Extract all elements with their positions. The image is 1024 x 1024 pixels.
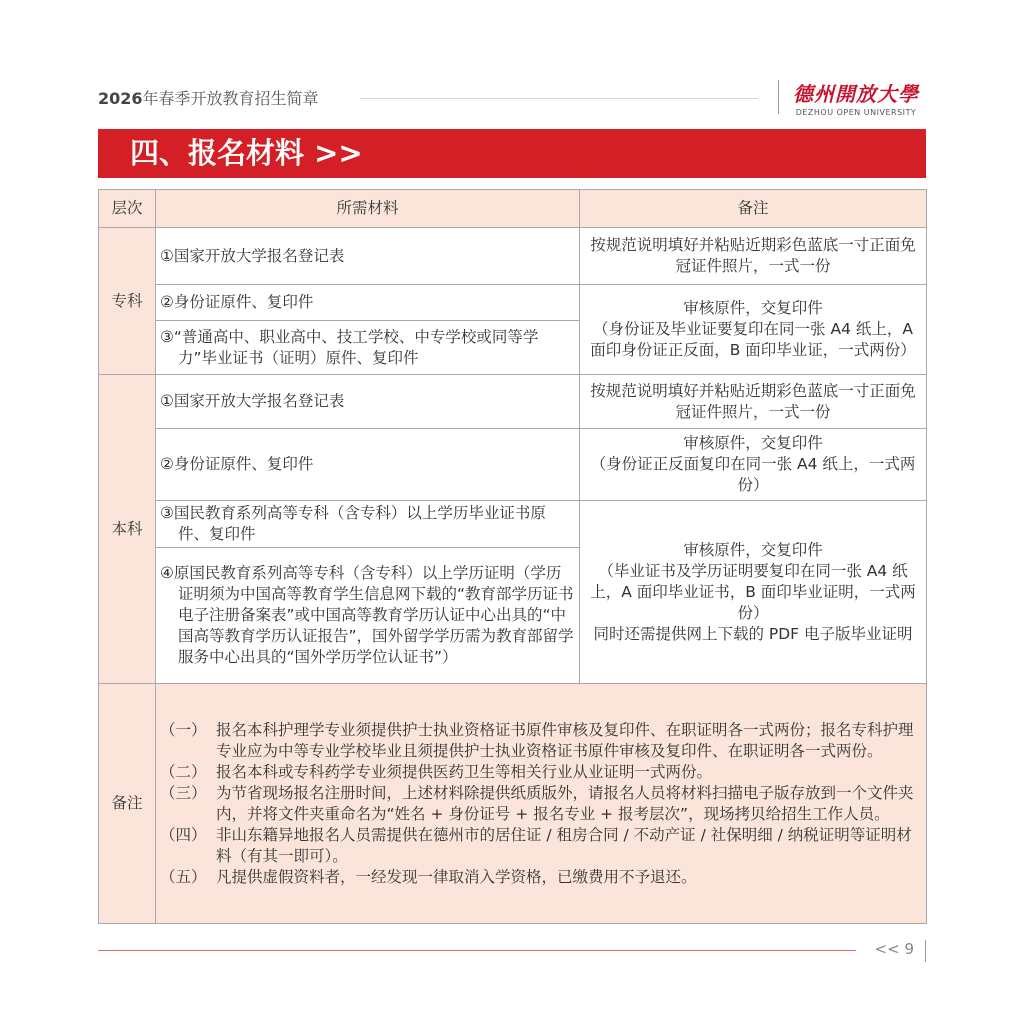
university-logo [786, 78, 926, 117]
logo-english-name: DEZHOU OPEN UNIVERSITY [795, 108, 917, 117]
material-cell [156, 321, 580, 375]
material-cell: ②身份证原件、复印件 [156, 429, 580, 501]
materials-table [98, 189, 927, 924]
remark-item [160, 762, 922, 783]
note-cell [580, 429, 927, 501]
remarks-cell [156, 684, 927, 924]
column-header-level: 层次 [99, 190, 156, 228]
note-line: （身份证正反面复印在同一张 A4 纸上，一式两份） [590, 455, 916, 494]
material-cell [156, 548, 580, 684]
remark-text: 凡提供虚假资料者，一经发现一律取消入学资格，已缴费用不予退还。 [216, 867, 697, 886]
material-text: ④原国民教育系列高等专科（含专科）以上学历证明（学历证明须为中国高等教育学生信息网下载的“教育部学历证书电子注册备案表”或中国高等教育学历认证中心出具的“中国高等教育学历认证报告”，国外留学学历需为教育部留学服务中心出具的“国外学历学位认证书”） [160, 564, 574, 666]
note-cell [580, 501, 927, 684]
note-line: 审核原件，交复印件 [683, 540, 823, 559]
document-title-text: 年春季开放教育招生简章 [142, 89, 319, 108]
table-header-row [99, 190, 927, 228]
page-number: << 9 [874, 940, 914, 958]
header-divider [778, 80, 779, 114]
remarks-row [99, 684, 927, 924]
document-year: 2026 [98, 89, 143, 108]
remark-number: （二） [160, 762, 207, 781]
remark-text: 非山东籍异地报名人员需提供在德州市的居住证 / 租房合同 / 不动产证 / 社保明细 / 纳税证明等证明材料（有其一即可）。 [216, 825, 912, 865]
header-rule [360, 98, 758, 99]
footer-rule [98, 950, 856, 951]
note-cell: 按规范说明填好并粘贴近期彩色蓝底一寸正面免冠证件照片，一式一份 [580, 228, 927, 285]
remark-text: 报名本科护理学专业须提供护士执业资格证书原件审核及复印件、在职证明各一式两份；报名专科护理专业应为中等专业学校毕业且须提供护士执业资格证书原件审核及复印件、在职证明各一式两份。 [216, 720, 914, 760]
column-header-materials: 所需材料 [156, 190, 580, 228]
table-row [99, 429, 927, 501]
page-footer [98, 940, 926, 970]
remark-number: （三） [160, 783, 207, 802]
remark-number: （一） [160, 720, 207, 739]
remark-text: 报名本科或专科药学专业须提供医药卫生等相关行业从业证明一式两份。 [216, 762, 713, 781]
remark-item [160, 783, 922, 825]
note-cell: 按规范说明填好并粘贴近期彩色蓝底一寸正面免冠证件照片，一式一份 [580, 375, 927, 429]
material-cell: ②身份证原件、复印件 [156, 285, 580, 321]
remark-number: （五） [160, 867, 207, 886]
footer-divider [925, 940, 926, 962]
level-cell-remarks: 备注 [99, 684, 156, 924]
table-row [99, 501, 927, 548]
note-line: 审核原件，交复印件 [683, 299, 823, 317]
material-text: ③“普通高中、职业高中、技工学校、中专学校或同等学力”毕业证书（证明）原件、复印件 [160, 327, 539, 367]
document-title [98, 86, 319, 109]
note-line: （毕业证书及学历证明要复印在同一张 A4 纸上，A 面印毕业证书，B 面印毕业证明，一式两份） [590, 561, 916, 622]
logo-chinese-name: 德州開放大學 [793, 82, 919, 106]
level-cell-benke: 本科 [99, 375, 156, 684]
table-row [99, 228, 927, 285]
remark-item [160, 825, 922, 867]
material-cell [156, 501, 580, 548]
page-header [98, 74, 926, 118]
note-line: 审核原件，交复印件 [683, 434, 823, 452]
material-cell: ①国家开放大学报名登记表 [156, 375, 580, 429]
material-text: ③国民教育系列高等专科（含专科）以上学历毕业证书原件、复印件 [160, 504, 546, 543]
column-header-notes: 备注 [580, 190, 927, 228]
section-banner [98, 129, 926, 178]
level-cell-zhuanke: 专科 [99, 228, 156, 375]
remark-item [160, 867, 922, 888]
table-row [99, 285, 927, 321]
material-cell: ①国家开放大学报名登记表 [156, 228, 580, 285]
note-line: （身份证及毕业证要复印在同一张 A4 纸上，A 面印身份证正反面，B 面印毕业证，一式两份） [590, 320, 916, 359]
remark-number: （四） [160, 825, 207, 844]
note-line: 同时还需提供网上下载的 PDF 电子版毕业证明 [593, 624, 913, 643]
remark-item [160, 720, 922, 762]
remark-text: 为节省现场报名注册时间，上述材料除提供纸质版外，请报名人员将材料扫描电子版存放到一个文件夹内，并将文件夹重命名为“姓名 + 身份证号 + 报名专业 + 报考层次”，现场拷贝给招生工作人员。 [216, 783, 914, 823]
section-title: 四、报名材料 >> [130, 136, 363, 170]
note-cell [580, 285, 927, 375]
table-row [99, 375, 927, 429]
